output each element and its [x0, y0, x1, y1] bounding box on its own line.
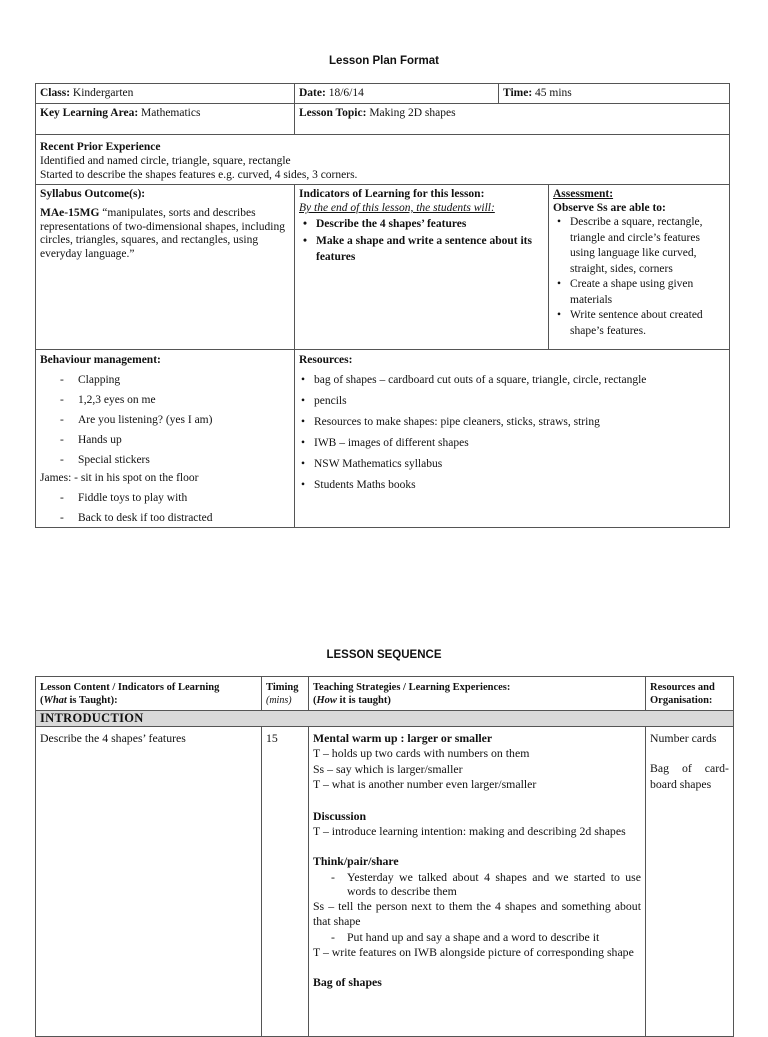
- resources-cell: [295, 350, 730, 528]
- indicators-cell: [295, 185, 549, 350]
- syllabus-code: MAe-15MG: [40, 207, 100, 219]
- prior-heading: Recent Prior Experience: [40, 141, 161, 153]
- introduction-header: INTRODUCTION: [36, 711, 734, 727]
- page-title: Lesson Plan Format: [329, 55, 439, 67]
- class-value: Kindergarten: [72, 87, 134, 99]
- time-value: 45 mins: [535, 87, 572, 99]
- resource-bag-of-shapes: Bag of card-board shapes: [650, 761, 729, 791]
- syllabus-text: “manipulates, sorts and describes representations of two-dimensional shapes, including circles, triangles, squares, and rectangles, using everyday language.”: [40, 207, 285, 260]
- header-content: Lesson Content / Indicators of Learning (What is Taught):: [36, 677, 262, 711]
- sequence-title: LESSON SEQUENCE: [326, 649, 442, 661]
- syllabus-cell: [36, 185, 295, 350]
- date-cell: Date: 18/6/14: [295, 84, 499, 104]
- behaviour-item: - Clapping: [40, 373, 290, 387]
- resource-item: • Students Maths books: [299, 478, 725, 492]
- time-cell: Time: 45 mins: [499, 84, 730, 104]
- assessment-cell: [549, 185, 730, 350]
- tps-item: - Yesterday we talked about 4 shapes and we started to use words to describe them: [313, 870, 641, 899]
- syllabus-heading: Syllabus Outcome(s):: [40, 188, 146, 200]
- behaviour-item: - 1,2,3 eyes on me: [40, 393, 290, 407]
- lesson-plan-table: [35, 83, 730, 528]
- header-strategies: Teaching Strategies / Learning Experiences: (How it is taught): [309, 677, 646, 711]
- assessment-item: • Describe a square, rectangle, triangle and circle’s features using language like curved, straight, sides, corners: [553, 215, 725, 277]
- behaviour-item: - Are you listening? (yes I am): [40, 413, 290, 427]
- row-resources: [646, 727, 734, 1037]
- lesson-sequence-table: [35, 676, 734, 1037]
- resource-item: • IWB – images of different shapes: [299, 436, 725, 450]
- bag-of-shapes-heading: Bag of shapes: [313, 975, 382, 990]
- date-value: 18/6/14: [328, 87, 364, 99]
- row-content: Describe the 4 shapes’ features: [36, 727, 262, 1037]
- resource-item: • Resources to make shapes: pipe cleaners, sticks, straws, string: [299, 415, 725, 429]
- row-timing: 15: [262, 727, 309, 1037]
- topic-value: Making 2D shapes: [369, 107, 456, 119]
- header-timing: Timing (mins): [262, 677, 309, 711]
- indicator-item: • Make a shape and write a sentence about its features: [299, 233, 544, 265]
- tps-line: T – write features on IWB alongside picture of corresponding shape: [313, 945, 634, 960]
- resources-heading: Resources:: [299, 354, 353, 366]
- james-item: - Fiddle toys to play with: [40, 491, 290, 505]
- resource-item: • bag of shapes – cardboard cut outs of a square, triangle, circle, rectangle: [299, 373, 725, 387]
- warmup-line: T – holds up two cards with numbers on them: [313, 746, 530, 761]
- indicator-item: • Describe the 4 shapes’ features: [299, 217, 544, 231]
- behaviour-item: - Hands up: [40, 433, 290, 447]
- discussion-text: T – introduce learning intention: making and describing 2d shapes: [313, 824, 626, 839]
- tps-line: Ss – tell the person next to them the 4 shapes and something about that shape: [313, 898, 641, 929]
- resource-number-cards: Number cards: [650, 731, 717, 745]
- behaviour-item: - Special stickers: [40, 453, 290, 467]
- prior-line: Identified and named circle, triangle, square, rectangle: [40, 155, 291, 167]
- behaviour-heading: Behaviour management:: [40, 354, 161, 366]
- james-line: James: - sit in his spot on the floor: [40, 472, 199, 484]
- tps-item: - Put hand up and say a shape and a word to describe it: [313, 930, 641, 945]
- assessment-item: • Write sentence about created shape’s features.: [553, 308, 725, 339]
- assessment-item: • Create a shape using given materials: [553, 277, 725, 308]
- think-pair-share-heading: Think/pair/share: [313, 854, 399, 869]
- resource-item: • NSW Mathematics syllabus: [299, 457, 725, 471]
- header-resources: Resources and Organisation:: [646, 677, 734, 711]
- prior-experience-cell: [36, 135, 730, 185]
- kla-value: Mathematics: [141, 107, 201, 119]
- assessment-intro: Observe Ss are able to:: [553, 202, 666, 214]
- behaviour-cell: [36, 350, 295, 528]
- warmup-line: T – what is another number even larger/smaller: [313, 777, 537, 792]
- topic-cell: Lesson Topic: Making 2D shapes: [295, 104, 730, 135]
- indicators-intro: By the end of this lesson, the students will:: [299, 202, 495, 214]
- james-item: - Back to desk if too distracted: [40, 511, 290, 525]
- assessment-heading: Assessment:: [553, 188, 614, 200]
- indicators-heading: Indicators of Learning for this lesson:: [299, 188, 485, 200]
- row-strategies: [309, 727, 646, 1037]
- class-cell: Class: Kindergarten: [36, 84, 295, 104]
- prior-line: Started to describe the shapes features e.g. curved, 4 sides, 3 corners.: [40, 169, 358, 181]
- resource-item: • pencils: [299, 394, 725, 408]
- discussion-heading: Discussion: [313, 808, 367, 823]
- kla-cell: Key Learning Area: Mathematics: [36, 104, 295, 135]
- warmup-line: Ss – say which is larger/smaller: [313, 761, 463, 776]
- warmup-heading: Mental warm up : larger or smaller: [313, 731, 493, 745]
